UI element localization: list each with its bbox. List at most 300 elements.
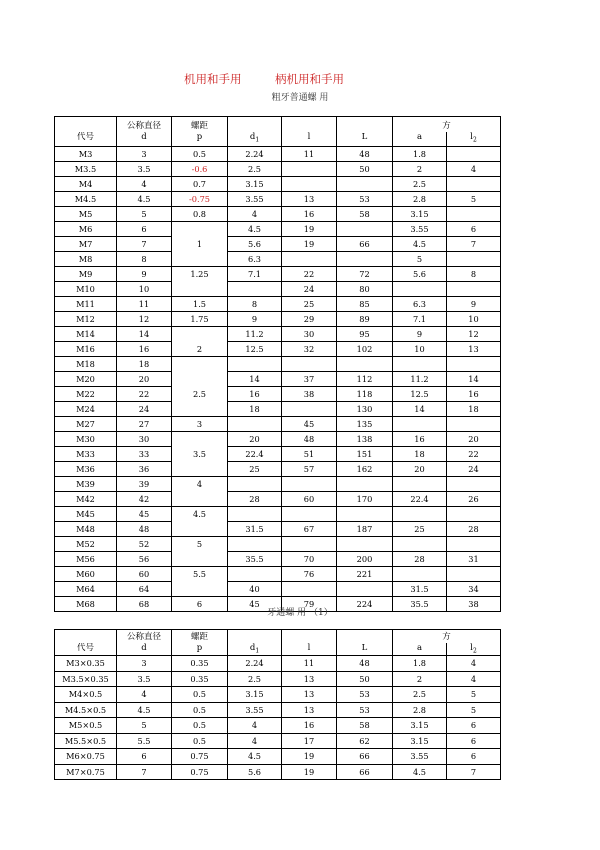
cell-l [282,537,337,552]
cell-a [393,477,447,492]
cell-d1: 3.55 [228,702,282,718]
cell-l2: 4 [447,162,501,177]
header-l-text: l [307,131,311,142]
cell-code: M22 [55,387,117,402]
header-L-text: L [361,642,368,653]
cell-l: 19 [282,764,337,780]
cell-l: 51 [282,447,337,462]
cell-L: 151 [337,447,393,462]
cell-p: 0.5 [172,702,228,718]
cell-p [172,282,228,297]
header-cell [55,117,117,132]
cell-L: 66 [337,764,393,780]
cell-d1: 16 [228,387,282,402]
cell-code: M33 [55,447,117,462]
header-cell [55,630,117,643]
cell-l: 22 [282,267,337,282]
cell-L [337,177,393,192]
cell-l: 16 [282,207,337,222]
cell-code: M6 [55,222,117,237]
cell-a: 1.8 [393,656,447,672]
cell-a: 7.1 [393,312,447,327]
table-row [55,192,501,207]
cell-d1 [228,282,282,297]
cell-l2: 4 [447,656,501,672]
cell-l2: 18 [447,402,501,417]
cell-d1: 4.5 [228,222,282,237]
cell-p [172,252,228,267]
table-row [55,522,501,537]
cell-d1: 2.5 [228,671,282,687]
cell-d1: 8 [228,297,282,312]
cell-l2 [447,477,501,492]
cell-l2: 31 [447,552,501,567]
cell-l: 13 [282,192,337,207]
header-p-text: p [196,642,203,653]
cell-d: 39 [117,477,172,492]
page-title [0,71,600,87]
cell-p: 0.35 [172,671,228,687]
cell-p: 0.75 [172,764,228,780]
cell-l: 13 [282,671,337,687]
cell-d: 27 [117,417,172,432]
cell-d1 [228,357,282,372]
cell-L [337,477,393,492]
cell-L: 200 [337,552,393,567]
cell-p: 2.5 [172,387,228,402]
cell-d1: 5.6 [228,764,282,780]
cell-d1: 14 [228,372,282,387]
cell-d1: 5.6 [228,237,282,252]
header-p-text: p [196,131,203,142]
cell-d1: 6.3 [228,252,282,267]
cell-d: 48 [117,522,172,537]
cell-d1: 11.2 [228,327,282,342]
cell-L: 80 [337,282,393,297]
header-l [282,643,337,656]
cell-a: 12.5 [393,387,447,402]
table-row [55,252,501,267]
header-d1-subscript: 1 [255,136,260,144]
cell-L [337,252,393,267]
header-nominal-diameter: 公称直径 [117,117,172,132]
table-row [55,327,501,342]
cell-a [393,507,447,522]
cell-l2: 6 [447,718,501,734]
table-row [55,718,501,734]
cell-code: M11 [55,297,117,312]
cell-p: 1 [172,237,228,252]
cell-l: 76 [282,567,337,582]
cell-code: M4.5 [55,192,117,207]
cell-p: 4.5 [172,507,228,522]
cell-l: 79 [282,597,337,612]
cell-d: 6 [117,222,172,237]
cell-d: 3.5 [117,162,172,177]
header-l2-subscript: 2 [472,647,477,655]
cell-l2 [447,147,501,162]
table-row [55,567,501,582]
header-pitch: 螺距 [172,117,228,132]
table1-caption: 粗牙普通螺 用 [271,93,329,103]
cell-code: M3.5×0.35 [55,671,117,687]
cell-p: 1.75 [172,312,228,327]
header-row-2 [55,643,501,656]
header-cell [282,630,337,643]
cell-l2 [447,507,501,522]
cell-L: 66 [337,749,393,765]
fine-thread-table [54,629,501,780]
cell-p: -0.6 [172,162,228,177]
cell-l: 19 [282,237,337,252]
title-left: 机用和手用 [184,72,242,86]
cell-l: 25 [282,297,337,312]
cell-l: 45 [282,417,337,432]
cell-d1: 4.5 [228,749,282,765]
cell-a: 5.6 [393,267,447,282]
header-row-2 [55,132,501,147]
cell-d1 [228,567,282,582]
cell-p [172,582,228,597]
cell-L [337,357,393,372]
cell-code: M5.5×0.5 [55,733,117,749]
table-row [55,507,501,522]
cell-a [393,282,447,297]
table-row [55,417,501,432]
cell-code: M36 [55,462,117,477]
header-l2-text: l [470,642,473,653]
header-l [282,132,337,147]
cell-l2: 13 [447,342,501,357]
cell-l2 [447,207,501,222]
cell-L: 48 [337,656,393,672]
cell-l: 48 [282,432,337,447]
cell-d1 [228,477,282,492]
header-row-1 [55,117,501,132]
header-L [337,643,393,656]
table-row [55,671,501,687]
header-d1-text: d [249,131,256,142]
cell-a: 16 [393,432,447,447]
cell-L: 58 [337,718,393,734]
cell-p: 0.8 [172,207,228,222]
cell-l2 [447,357,501,372]
cell-l [282,582,337,597]
cell-L: 187 [337,522,393,537]
cell-code: M27 [55,417,117,432]
cell-l: 67 [282,522,337,537]
cell-d1: 3.15 [228,177,282,192]
cell-d1: 9 [228,312,282,327]
cell-l2: 22 [447,447,501,462]
cell-p: 0.75 [172,749,228,765]
table-row [55,222,501,237]
cell-p: 0.5 [172,687,228,703]
cell-p: -0.75 [172,192,228,207]
cell-l2 [447,537,501,552]
cell-d1: 28 [228,492,282,507]
cell-p: 0.5 [172,147,228,162]
cell-l2: 20 [447,432,501,447]
cell-a: 2.8 [393,192,447,207]
cell-l2: 28 [447,522,501,537]
table-row [55,312,501,327]
cell-a: 3.15 [393,207,447,222]
cell-a: 2.5 [393,687,447,703]
header-a-text: a [416,131,423,142]
cell-a: 10 [393,342,447,357]
header-d1-text: d [249,642,256,653]
cell-code: M4.5×0.5 [55,702,117,718]
table-row [55,656,501,672]
cell-d: 5 [117,718,172,734]
cell-d: 5 [117,207,172,222]
cell-L [337,537,393,552]
cell-p [172,357,228,372]
table-row [55,462,501,477]
table-row [55,447,501,462]
cell-d1: 40 [228,582,282,597]
cell-p: 2 [172,342,228,357]
cell-code: M3×0.35 [55,656,117,672]
cell-a: 6.3 [393,297,447,312]
cell-L [337,582,393,597]
header-code [55,643,117,656]
cell-l2: 12 [447,327,501,342]
cell-L: 48 [337,147,393,162]
header-l2 [447,132,501,147]
cell-a: 14 [393,402,447,417]
header-cell [228,117,282,132]
cell-d: 5.5 [117,733,172,749]
cell-l: 32 [282,342,337,357]
header-l-text: l [307,642,311,653]
cell-d: 11 [117,297,172,312]
cell-p: 0.5 [172,733,228,749]
cell-p [172,462,228,477]
cell-d1 [228,417,282,432]
cell-p [172,222,228,237]
table-row [55,552,501,567]
cell-d1: 25 [228,462,282,477]
header-code-text: 代号 [76,642,94,653]
cell-d: 24 [117,402,172,417]
table-row [55,162,501,177]
cell-code: M6×0.75 [55,749,117,765]
table2-caption: 牙通螺 用 （1） [267,608,333,618]
table-row [55,297,501,312]
header-l2-text: l [470,131,473,142]
cell-l2: 7 [447,237,501,252]
cell-code: M10 [55,282,117,297]
cell-code: M64 [55,582,117,597]
cell-code: M39 [55,477,117,492]
cell-a: 2 [393,671,447,687]
cell-code: M48 [55,522,117,537]
cell-d: 4 [117,687,172,703]
cell-L: 112 [337,372,393,387]
cell-a: 2.8 [393,702,447,718]
cell-L: 62 [337,733,393,749]
cell-code: M3 [55,147,117,162]
cell-code: M60 [55,567,117,582]
cell-l: 17 [282,733,337,749]
cell-d: 3.5 [117,671,172,687]
cell-code: M7×0.75 [55,764,117,780]
cell-d: 42 [117,492,172,507]
table-row [55,687,501,703]
cell-l [282,477,337,492]
cell-d1: 3.15 [228,687,282,703]
table-row [55,749,501,765]
cell-d1: 35.5 [228,552,282,567]
cell-code: M9 [55,267,117,282]
cell-p: 3.5 [172,447,228,462]
cell-d: 7 [117,237,172,252]
cell-d: 30 [117,432,172,447]
cell-l: 19 [282,222,337,237]
cell-l2 [447,252,501,267]
header-p [172,643,228,656]
cell-l2: 26 [447,492,501,507]
cell-d: 4.5 [117,192,172,207]
cell-a: 11.2 [393,372,447,387]
cell-d: 14 [117,327,172,342]
cell-code: M42 [55,492,117,507]
table-row [55,267,501,282]
cell-p [172,432,228,447]
cell-l2: 10 [447,312,501,327]
header-l2 [447,643,501,656]
cell-l: 13 [282,702,337,718]
cell-L: 72 [337,267,393,282]
cell-a: 31.5 [393,582,447,597]
cell-L: 66 [337,237,393,252]
table-row [55,237,501,252]
cell-d: 3 [117,656,172,672]
cell-l2: 38 [447,597,501,612]
table-row [55,702,501,718]
cell-code: M4 [55,177,117,192]
cell-code: M68 [55,597,117,612]
cell-L: 50 [337,162,393,177]
header-L-text: L [361,131,368,142]
cell-a: 3.15 [393,733,447,749]
table-row [55,477,501,492]
cell-d1: 22.4 [228,447,282,462]
cell-L: 130 [337,402,393,417]
cell-d: 4.5 [117,702,172,718]
cell-p: 1.5 [172,297,228,312]
cell-p [172,552,228,567]
cell-a [393,567,447,582]
cell-code: M8 [55,252,117,267]
cell-a: 9 [393,327,447,342]
cell-d1: 4 [228,207,282,222]
cell-l2: 16 [447,387,501,402]
cell-code: M12 [55,312,117,327]
cell-L: 95 [337,327,393,342]
cell-a: 35.5 [393,597,447,612]
cell-l [282,507,337,522]
cell-d: 18 [117,357,172,372]
cell-d: 10 [117,282,172,297]
cell-d: 8 [117,252,172,267]
cell-L: 53 [337,687,393,703]
cell-d1: 18 [228,402,282,417]
cell-a: 18 [393,447,447,462]
cell-a: 4.5 [393,237,447,252]
cell-L: 102 [337,342,393,357]
table-row [55,147,501,162]
cell-l2: 6 [447,222,501,237]
cell-p: 5.5 [172,567,228,582]
cell-code: M14 [55,327,117,342]
cell-l: 37 [282,372,337,387]
cell-l2: 6 [447,749,501,765]
header-code-text: 代号 [76,131,94,142]
cell-L: 135 [337,417,393,432]
cell-d: 52 [117,537,172,552]
cell-d1: 4 [228,718,282,734]
cell-a: 20 [393,462,447,477]
cell-l2: 34 [447,582,501,597]
header-l2-subscript: 2 [472,136,477,144]
header-d-text: d [141,131,147,142]
header-square: 方 [393,117,501,132]
table-row [55,342,501,357]
cell-code: M5×0.5 [55,718,117,734]
cell-l2 [447,177,501,192]
cell-a [393,537,447,552]
cell-l: 11 [282,656,337,672]
table-row [55,764,501,780]
cell-a [393,417,447,432]
header-a-text: a [416,642,423,653]
cell-d: 56 [117,552,172,567]
cell-p: 3 [172,417,228,432]
cell-l2: 5 [447,702,501,718]
cell-code: M24 [55,402,117,417]
cell-l [282,162,337,177]
cell-p: 0.7 [172,177,228,192]
cell-a: 4.5 [393,764,447,780]
cell-L: 89 [337,312,393,327]
cell-d: 7 [117,764,172,780]
cell-p: 0.5 [172,718,228,734]
table-row [55,387,501,402]
cell-d: 68 [117,597,172,612]
cell-l2 [447,282,501,297]
header-cell [337,630,393,643]
cell-L: 85 [337,297,393,312]
header-d [117,132,172,147]
cell-d1: 7.1 [228,267,282,282]
cell-d: 16 [117,342,172,357]
header-d-text: d [141,642,147,653]
cell-p [172,522,228,537]
table-row [55,733,501,749]
header-a [393,643,447,656]
header-cell [228,630,282,643]
cell-d1: 2.5 [228,162,282,177]
cell-d1: 3.55 [228,192,282,207]
cell-d: 64 [117,582,172,597]
cell-L: 50 [337,671,393,687]
header-L [337,132,393,147]
cell-code: M5 [55,207,117,222]
cell-code: M18 [55,357,117,372]
